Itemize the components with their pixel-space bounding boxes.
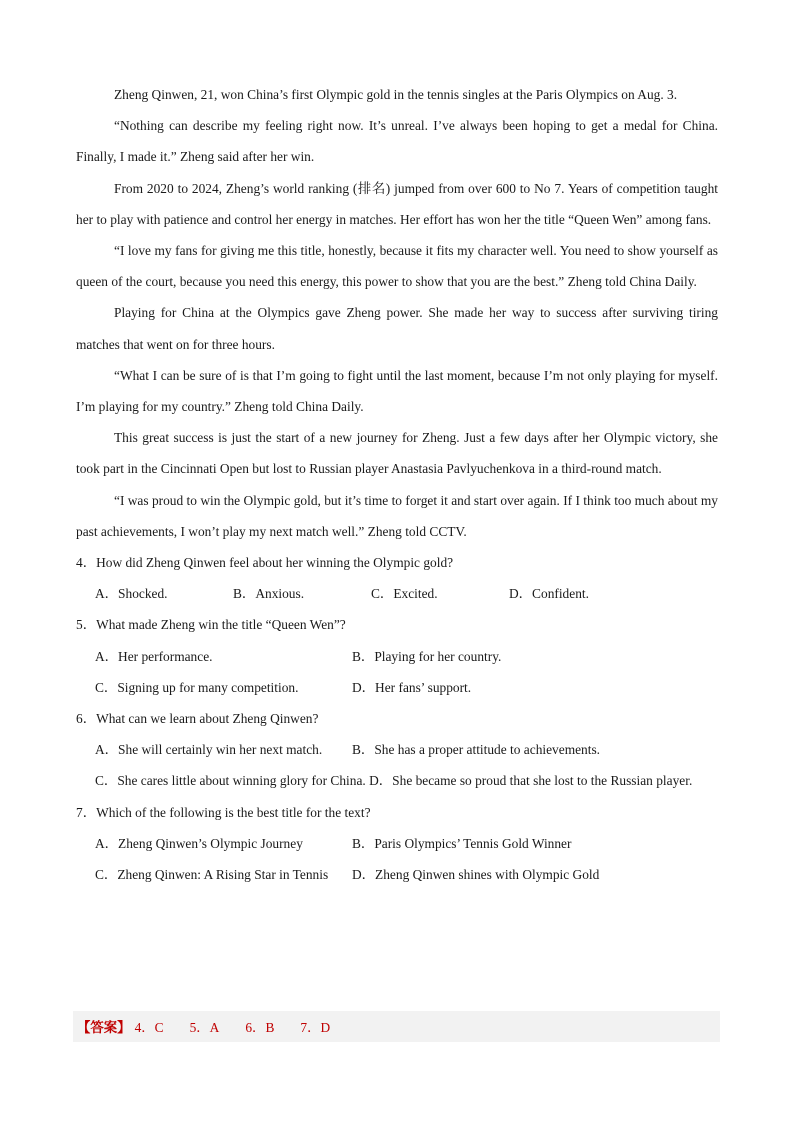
question-options — [76, 734, 718, 796]
document-page — [76, 79, 718, 890]
passage — [76, 79, 718, 547]
answer-label: 【答案】 — [77, 1020, 131, 1035]
option-c: C．She cares little about winning glory for China. — [95, 773, 366, 789]
passage-paragraph-7: This great success is just the start of a new journey for Zheng. Just a few days after her Olympic victory, she took part in the Cincinnati Open but lost to Russian player Anastasia Pavlyuchenkova in a third-round match. — [76, 430, 718, 477]
answer-item: 4．C — [134, 1020, 164, 1035]
question-stem: 6．What can we learn about Zheng Qinwen? — [76, 711, 319, 727]
question-7 — [76, 797, 718, 891]
option-c: C．Signing up for many competition. — [95, 679, 299, 695]
option-d: D．Zheng Qinwen shines with Olympic Gold — [352, 867, 600, 883]
question-5 — [76, 609, 718, 703]
question-stem: 7．Which of the following is the best title for the text? — [76, 804, 371, 820]
question-stem: 4．How did Zheng Qinwen feel about her winning the Olympic gold? — [76, 555, 454, 571]
question-stem: 5．What made Zheng win the title “Queen Wen”? — [76, 617, 346, 633]
option-c: C．Excited. — [371, 586, 438, 602]
question-6 — [76, 703, 718, 797]
answer-item: 7．D — [300, 1020, 331, 1035]
option-d: D．Her fans’ support. — [352, 679, 472, 695]
option-b: B．Paris Olympics’ Tennis Gold Winner — [352, 835, 572, 851]
question-options — [76, 828, 718, 890]
question-4 — [76, 547, 718, 609]
passage-paragraph-3: From 2020 to 2024, Zheng’s world ranking (排名) jumped from over 600 to No 7. Years of competition taught her to play with patience and control her energy in matches. Her effort has won her the title “Queen Wen” among fans. — [76, 180, 718, 227]
option-a: A．She will certainly win her next match. — [95, 742, 323, 758]
passage-paragraph-6: “What I can be sure of is that I’m going to fight until the last moment, because I’m not only playing for myself. I’m playing for my country.” Zheng told China Daily. — [76, 367, 718, 415]
option-d: D．She became so proud that she lost to the Russian player. — [369, 773, 693, 789]
option-a: A．Shocked. — [95, 586, 168, 602]
option-b: B．Playing for her country. — [352, 648, 502, 664]
passage-paragraph-8: “I was proud to win the Olympic gold, but it’s time to forget it and start over again. If I think too much about my past achievements, I won’t play my next match well.” Zheng told CCTV. — [76, 492, 718, 539]
option-a: A．Her performance. — [95, 648, 213, 664]
question-options — [76, 578, 718, 609]
passage-paragraph-5: Playing for China at the Olympics gave Zheng power. She made her way to success after surviving tiring matches that went on for three hours. — [76, 305, 718, 352]
passage-paragraph-1: Zheng Qinwen, 21, won China’s first Olympic gold in the tennis singles at the Paris Olympics on Aug. 3. — [114, 87, 678, 102]
passage-paragraph-4: “I love my fans for giving me this title, honestly, because it fits my character well. You need to show yourself as queen of the court, because you need this energy, this power to show that you are the best.” Zheng told China Daily. — [76, 243, 718, 290]
answer-item: 5．A — [189, 1020, 220, 1035]
answer-item: 6．B — [245, 1020, 275, 1035]
option-d: D．Confident. — [509, 586, 589, 602]
answer-box — [73, 1011, 720, 1042]
question-options — [76, 641, 718, 703]
option-c: C．Zheng Qinwen: A Rising Star in Tennis — [95, 867, 329, 883]
option-a: A．Zheng Qinwen’s Olympic Journey — [95, 835, 303, 851]
passage-paragraph-2: “Nothing can describe my feeling right now. It’s unreal. I’ve always been hoping to get a medal for China. Finally, I made it.” Zheng said after her win. — [76, 118, 718, 165]
option-b: B．She has a proper attitude to achievements. — [352, 742, 601, 758]
option-b: B．Anxious. — [233, 586, 305, 602]
